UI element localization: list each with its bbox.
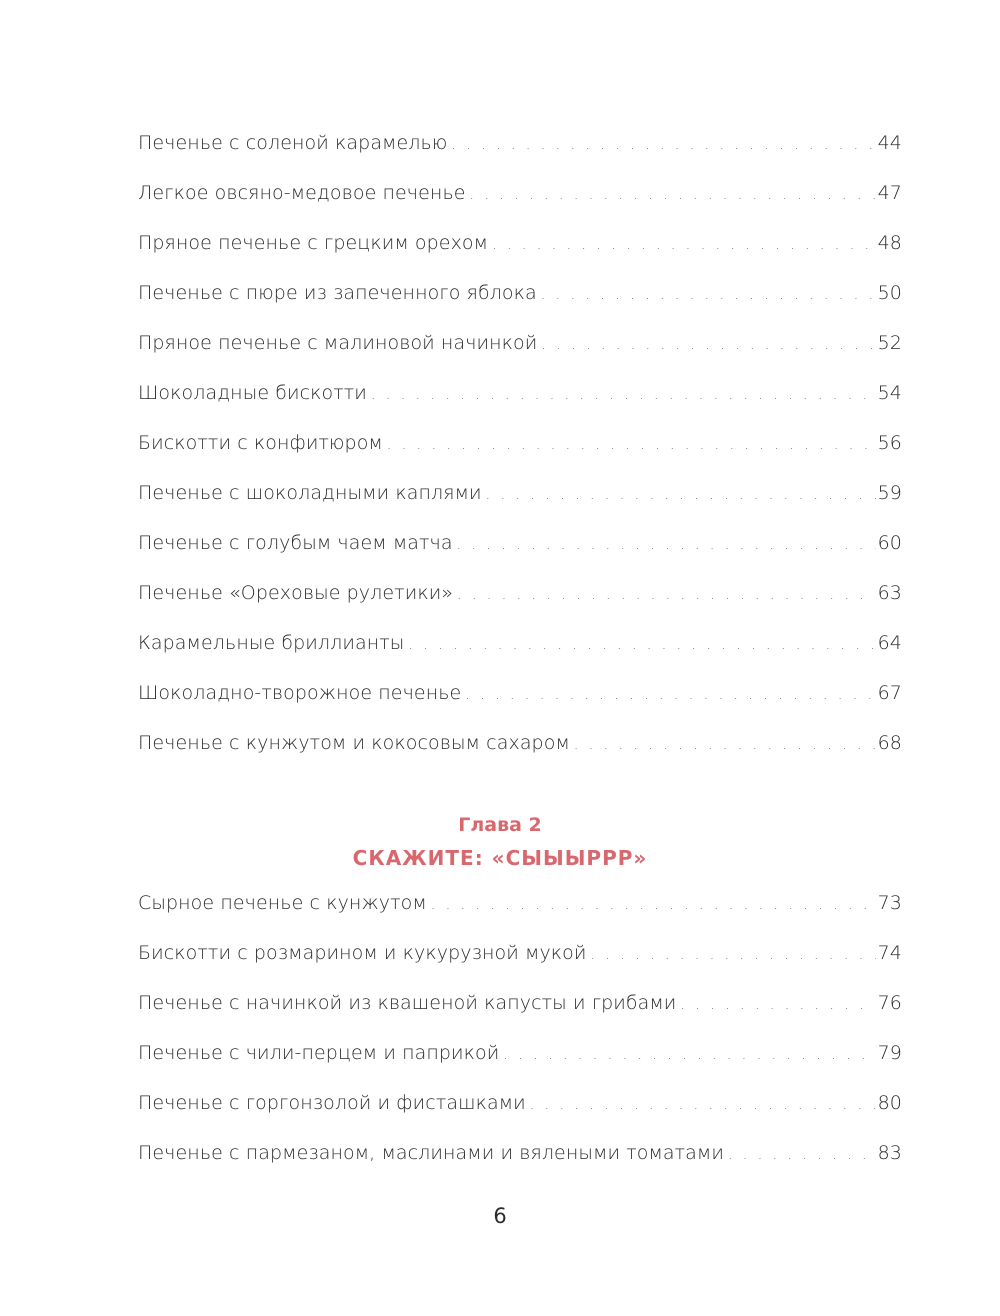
toc-entry-page: 59 (877, 482, 902, 504)
dot-leader (371, 387, 876, 403)
toc-entry-title: Шоколадно-творожное печенье (138, 682, 462, 704)
toc-entry-title: Бискотти с розмарином и кукурузной мукой (138, 942, 587, 964)
toc-entry-page: 63 (877, 582, 902, 604)
toc-entry[interactable] (138, 332, 902, 382)
toc-entry[interactable] (138, 432, 902, 482)
toc-entry-page: 56 (877, 432, 902, 454)
toc-entry[interactable] (138, 892, 902, 942)
dot-leader (530, 1097, 876, 1113)
toc-list-section-1 (138, 132, 902, 782)
toc-entry-title: Печенье с чили-перцем и паприкой (138, 1042, 500, 1064)
toc-entry-title: Печенье «Ореховые рулетики» (138, 582, 454, 604)
toc-entry-page: 83 (877, 1142, 902, 1164)
toc-entry[interactable] (138, 942, 902, 992)
toc-entry[interactable] (138, 1142, 902, 1192)
toc-entry-page: 60 (877, 532, 902, 554)
dot-leader (728, 1147, 876, 1163)
dot-leader (465, 687, 875, 703)
toc-entry[interactable] (138, 232, 902, 282)
toc-entry-title: Бискотти с конфитюром (138, 432, 383, 454)
toc-entry-title: Сырное печенье с кунжутом (138, 892, 427, 914)
toc-entry-page: 52 (877, 332, 902, 354)
toc-entry-title: Легкое овсяно-медовое печенье (138, 182, 466, 204)
toc-entry-page: 48 (877, 232, 902, 254)
toc-entry[interactable] (138, 732, 902, 782)
toc-entry-page: 76 (877, 992, 902, 1014)
dot-leader (680, 997, 875, 1013)
toc-entry[interactable] (138, 632, 902, 682)
toc-entry-title: Пряное печенье с малиновой начинкой (138, 332, 538, 354)
toc-entry-page: 73 (877, 892, 902, 914)
dot-leader (387, 437, 876, 453)
dot-leader (541, 287, 876, 303)
dot-leader (541, 337, 875, 353)
toc-entry-title: Печенье с горгонзолой и фисташками (138, 1092, 526, 1114)
dot-leader (431, 897, 876, 913)
toc-entry-page: 67 (877, 682, 902, 704)
toc-entry-title: Шоколадные бискотти (138, 382, 367, 404)
toc-entry[interactable] (138, 132, 902, 182)
toc-entry-title: Карамельные бриллианты (138, 632, 405, 654)
toc-entry[interactable] (138, 282, 902, 332)
toc-entry[interactable] (138, 482, 902, 532)
toc-entry-page: 74 (877, 942, 902, 964)
toc-entry[interactable] (138, 582, 902, 632)
toc-entry-title: Печенье с пюре из запеченного яблока (138, 282, 537, 304)
dot-leader (574, 737, 876, 753)
toc-entry-page: 79 (877, 1042, 902, 1064)
toc-entry-title: Пряное печенье с грецким орехом (138, 232, 489, 254)
toc-entry[interactable] (138, 992, 902, 1042)
toc-entry-page: 50 (877, 282, 902, 304)
toc-entry-page: 64 (877, 632, 902, 654)
dot-leader (486, 487, 876, 503)
toc-entry-page: 54 (877, 382, 902, 404)
dot-leader (457, 537, 876, 553)
toc-entry-page: 80 (877, 1092, 902, 1114)
dot-leader (408, 637, 875, 653)
dot-leader (451, 137, 875, 153)
toc-entry[interactable] (138, 382, 902, 432)
toc-entry[interactable] (138, 532, 902, 582)
dot-leader (492, 237, 876, 253)
page-number: 6 (493, 1204, 507, 1228)
toc-entry[interactable] (138, 1092, 902, 1142)
chapter-title: СКАЖИТЕ: «СЫЫЫРРР» (352, 846, 648, 870)
toc-entry[interactable] (138, 682, 902, 732)
dot-leader (503, 1047, 875, 1063)
toc-entry-title: Печенье с шоколадными каплями (138, 482, 482, 504)
dot-leader (470, 187, 876, 203)
toc-entry-page: 47 (877, 182, 902, 204)
toc-entry-title: Печенье с голубым чаем матча (138, 532, 453, 554)
chapter-label: Глава 2 (458, 814, 542, 836)
toc-entry-title: Печенье с пармезаном, маслинами и вялеными томатами (138, 1142, 724, 1164)
toc-entry-page: 68 (877, 732, 902, 754)
toc-entry-title: Печенье с кунжутом и кокосовым сахаром (138, 732, 570, 754)
toc-entry[interactable] (138, 182, 902, 232)
toc-entry-page: 44 (877, 132, 902, 154)
toc-entry-title: Печенье с соленой карамелью (138, 132, 448, 154)
dot-leader (591, 947, 876, 963)
toc-entry-title: Печенье с начинкой из квашеной капусты и грибами (138, 992, 677, 1014)
dot-leader (457, 587, 876, 603)
toc-entry[interactable] (138, 1042, 902, 1092)
toc-list-section-2 (138, 892, 902, 1192)
